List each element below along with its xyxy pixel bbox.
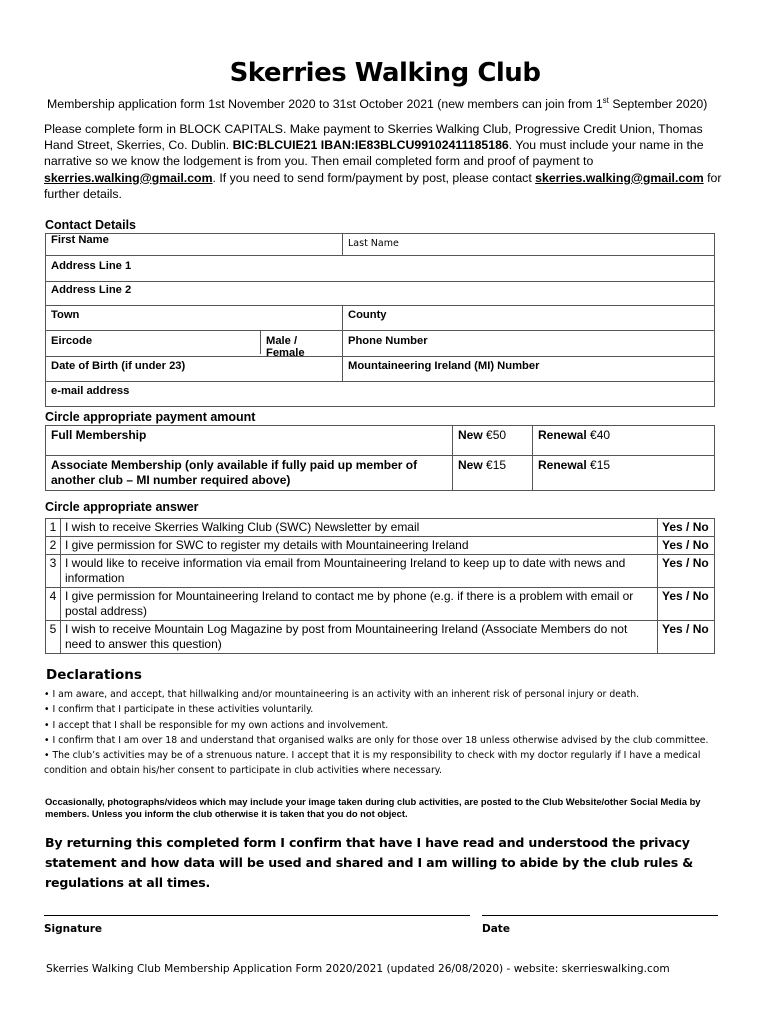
full-new-amount[interactable]: [453, 426, 533, 456]
eircode-field[interactable]: [46, 331, 260, 354]
answers-heading: Circle appropriate answer: [45, 500, 199, 514]
mi-number-field[interactable]: [343, 357, 715, 382]
date-line[interactable]: [482, 905, 718, 916]
address-line-2-field[interactable]: [46, 282, 715, 306]
intro-text: for further details.: [44, 170, 722, 201]
associate-membership-label: [46, 456, 453, 491]
email-address-field[interactable]: [46, 382, 715, 407]
field-label: e-mail address: [51, 385, 130, 397]
address-line-1-field[interactable]: [46, 256, 715, 282]
question-text: I would like to receive information via email from Mountaineering Ireland to keep up to date with news and information: [61, 555, 658, 588]
question-number: 5: [46, 621, 61, 654]
amount: €15: [586, 458, 611, 472]
amount: €50: [482, 428, 507, 442]
yes-no-answer[interactable]: Yes / No: [658, 519, 715, 537]
gender-field[interactable]: [260, 331, 342, 359]
yes-no-answer[interactable]: Yes / No: [658, 621, 715, 654]
eircode-gender-cell: [46, 331, 343, 357]
declarations-list: [44, 687, 734, 779]
declaration-item: • The club’s activities may be of a strenuous nature. I accept that it is my responsibility to check with my doctor regularly if I have a medical condition and obtain his/her consent to participate in club activities where necessary.: [44, 750, 701, 777]
phone-number-field[interactable]: [343, 331, 715, 357]
field-label: First Name: [51, 234, 109, 246]
form-title: Skerries Walking Club: [229, 58, 541, 88]
new-label: New: [458, 458, 483, 472]
first-name-field[interactable]: [46, 234, 343, 256]
confirmation-statement: By returning this completed form I confirm that have I have read and understood the privacy statement and how data will be used and shared and I am willing to abide by the club rules & regulations at all times.: [45, 835, 694, 890]
field-label: Eircode: [51, 335, 93, 347]
email-link[interactable]: skerries.walking@gmail.com: [535, 170, 704, 185]
payment-heading: Circle appropriate payment amount: [45, 410, 256, 424]
question-number: 4: [46, 588, 61, 621]
field-label: Mountaineering Ireland (MI) Number: [348, 360, 540, 372]
field-label: Town: [51, 309, 80, 321]
declaration-item: • I accept that I shall be responsible for my own actions and involvement.: [44, 719, 389, 731]
question-number: 2: [46, 537, 61, 555]
question-text: I wish to receive Mountain Log Magazine by post from Mountaineering Ireland (Associate Members do not need to answer this question): [61, 621, 658, 654]
town-field[interactable]: [46, 306, 343, 331]
question-number: 1: [46, 519, 61, 537]
photo-notice: Occasionally, photographs/videos which may include your image taken during club activities, are posted to the Club Website/other Social Media by members. Unless you inform the club otherwise it is taken that you do not object.: [45, 796, 701, 819]
question-text: I wish to receive Skerries Walking Club (SWC) Newsletter by email: [61, 519, 658, 537]
signature-label: Signature: [44, 923, 103, 935]
full-membership-label: [46, 426, 453, 456]
subtitle-text: Membership application form 1st November 2020 to 31st October 2021 (new members can join from 1: [47, 97, 603, 112]
field-label: Address Line 1: [51, 260, 132, 272]
email-link[interactable]: skerries.walking@gmail.com: [44, 170, 213, 185]
payment-row-label: Full Membership: [51, 428, 147, 442]
renewal-label: Renewal: [538, 428, 587, 442]
intro-text: . If you need to send form/payment by post, please contact: [212, 170, 536, 185]
bank-details: BIC:BLCUIE21 IBAN:IE83BLCU99102411185186: [232, 138, 509, 153]
subtitle-text-end: September 2020): [608, 97, 708, 112]
intro-text: . You must include your name in the narrative so we know the lodgement is from you. Then email completed form and proof of payment to: [44, 138, 704, 169]
associate-new-amount[interactable]: [453, 456, 533, 491]
date-of-birth-field[interactable]: [46, 357, 343, 382]
field-label: Date of Birth (if under 23): [51, 360, 186, 372]
last-name-field[interactable]: [343, 234, 715, 256]
yes-no-answer[interactable]: Yes / No: [658, 537, 715, 555]
field-label: Phone Number: [348, 335, 428, 347]
question-text: I give permission for SWC to register my details with Mountaineering Ireland: [61, 537, 658, 555]
yes-no-answer[interactable]: Yes / No: [658, 588, 715, 621]
new-label: New: [458, 428, 483, 442]
field-label: County: [348, 309, 387, 321]
county-field[interactable]: [343, 306, 715, 331]
page-footer: Skerries Walking Club Membership Application Form 2020/2021 (updated 26/08/2020) - website: skerrieswalking.com: [46, 963, 670, 975]
date-label: Date: [482, 923, 510, 935]
answers-table: [45, 518, 715, 654]
intro-text: Please complete form in BLOCK CAPITALS. Make payment to Skerries Walking Club, Progressive Credit Union, Thomas Hand Street, Skerries, Co. Dublin.: [44, 122, 703, 153]
declarations-heading: Declarations: [46, 667, 142, 683]
field-label: Male / Female: [266, 335, 305, 359]
full-renewal-amount[interactable]: [533, 426, 715, 456]
contact-details-table: [45, 233, 715, 407]
question-number: 3: [46, 555, 61, 588]
renewal-label: Renewal: [538, 458, 587, 472]
payment-table: [45, 425, 715, 491]
yes-no-answer[interactable]: Yes / No: [658, 555, 715, 588]
amount: €15: [482, 458, 507, 472]
payment-row-label: Associate Membership (only available if fully paid up member of another club – MI number required above): [51, 458, 418, 487]
declaration-item: • I am aware, and accept, that hillwalking and/or mountaineering is an activity with an inherent risk of personal injury or death.: [44, 689, 640, 700]
field-label: Address Line 2: [51, 284, 132, 296]
form-subtitle: [47, 96, 707, 111]
declaration-item: • I confirm that I participate in these activities voluntarily.: [44, 704, 314, 716]
question-text: I give permission for Mountaineering Ireland to contact me by phone (e.g. if there is a problem with email or postal address): [61, 588, 658, 621]
intro-paragraph: [44, 121, 724, 202]
declaration-item: • I confirm that I am over 18 and understand that organised walks are only for those over 18 unless otherwise advised by the club committee.: [44, 734, 709, 746]
amount: €40: [586, 428, 611, 442]
signature-line[interactable]: [44, 905, 470, 916]
contact-details-heading: Contact Details: [45, 218, 136, 232]
subtitle-superscript: st: [602, 96, 609, 105]
field-label: Last Name: [348, 238, 399, 249]
associate-renewal-amount[interactable]: [533, 456, 715, 491]
